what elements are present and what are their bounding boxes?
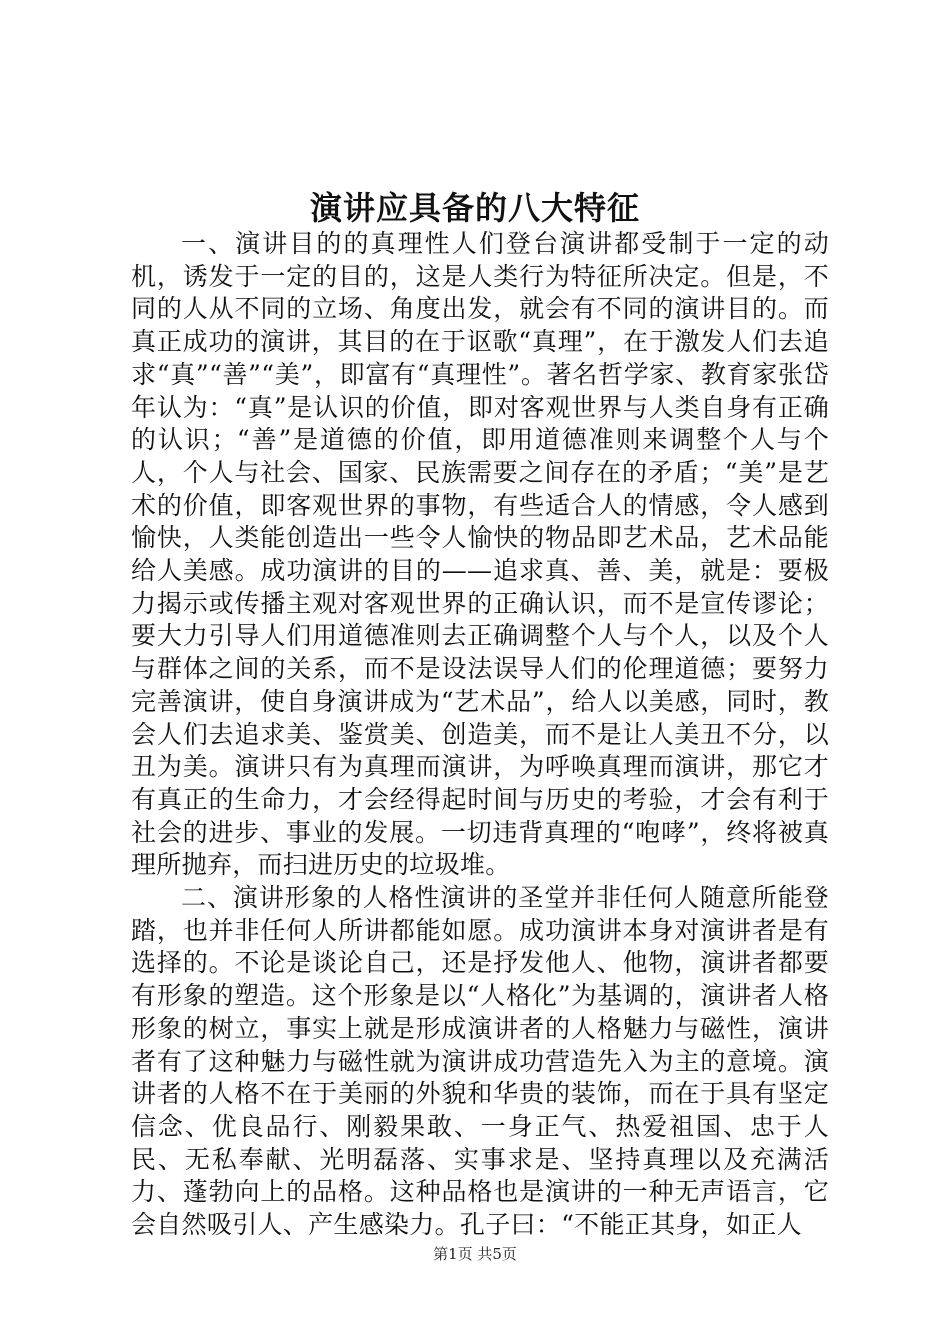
- page-number-footer: 第1页 共5页: [433, 1245, 517, 1263]
- paragraph-1: 一、演讲目的的真理性人们登台演讲都受制于一定的动机，诱发于一定的目的，这是人类行为特征所决定。但是，不同的人从不同的立场、角度出发，就会有不同的演讲目的。而真正成功的演讲，其目的在于讴歌“真理”，在于激发人们去追求“真”“善”“美”，即富有“真理性”。著名哲学家、教育家张岱年认为：“真”是认识的价值，即对客观世界与人类自身有正确的认识；“善”是道德的价值，即用道德准则来调整个人与个人，个人与社会、国家、民族需要之间存在的矛盾；“美”是艺术的价值，即客观世界的事物，有些适合人的情感，令人感到愉快，人类能创造出一些令人愉快的物品即艺术品，艺术品能给人美感。成功演讲的目的——追求真、善、美，就是：要极力揭示或传播主观对客观世界的正确认识，而不是宣传谬论；要大力引导人们用道德准则去正确调整个人与个人，以及个人与群体之间的关系，而不是设法误导人们的伦理道德；要努力完善演讲，使自身演讲成为“艺术品”，给人以美感，同时，教会人们去追求美、鉴赏美、创造美，而不是让人美丑不分，以丑为美。演讲只有为真理而演讲，为呼唤真理而演讲，那它才有真正的生命力，才会经得起时间与历史的考验，才会有利于社会的进步、事业的发展。一切违背真理的“咆哮”，终将被真理所抛弃，而扫进历史的垃圾堆。: [131, 229, 829, 880]
- document-body: [131, 228, 829, 1242]
- document-title: 演讲应具备的八大特征: [309, 189, 640, 227]
- paragraph-2: 二、演讲形象的人格性演讲的圣堂并非任何人随意所能登踏，也并非任何人所讲都能如愿。成功演讲本身对演讲者是有选择的。不论是谈论自己，还是抒发他人、他物，演讲者都要有形象的塑造。这个形象是以“人格化”为基调的，演讲者人格形象的树立，事实上就是形成演讲者的人格魅力与磁性，演讲者有了这种魅力与磁性就为演讲成功营造先入为主的意境。演讲者的人格不在于美丽的外貌和华贵的装饰，而在于具有坚定信念、优良品行、刚毅果敢、一身正气、热爱祖国、忠于人民、无私奉献、光明磊落、实事求是、坚持真理以及充满活力、蓬勃向上的品格。这种品格也是演讲的一种无声语言，它会自然吸引人、产生感染力。孔子曰：“不能正其身，如正人: [131, 883, 829, 1240]
